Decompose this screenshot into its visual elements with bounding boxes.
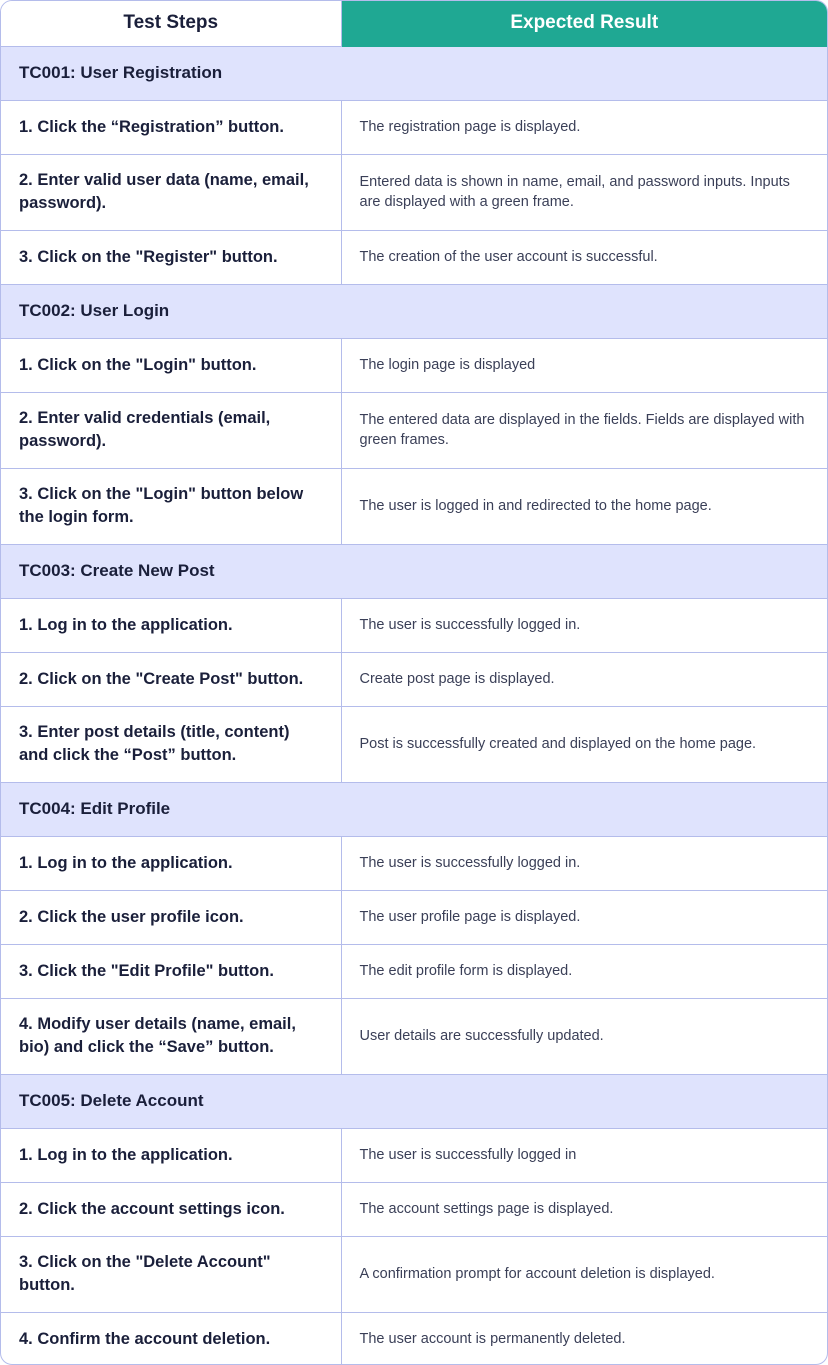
table-header-row [1,1,827,46]
table-row [1,944,827,998]
result-cell: A confirmation prompt for account deletion is displayed. [341,1236,827,1312]
table-row [1,598,827,652]
table-row [1,100,827,154]
table-row [1,392,827,468]
section-title: TC003: Create New Post [1,544,827,598]
step-cell: 3. Click on the "Register" button. [1,230,341,284]
step-cell: 1. Log in to the application. [1,836,341,890]
result-cell: The user is successfully logged in. [341,598,827,652]
section-title: TC002: User Login [1,284,827,338]
table-row [1,1236,827,1312]
section-title: TC001: User Registration [1,46,827,100]
step-cell: 3. Enter post details (title, content) and click the “Post” button. [1,706,341,782]
step-cell: 4. Modify user details (name, email, bio) and click the “Save” button. [1,998,341,1074]
step-cell: 4. Confirm the account deletion. [1,1312,341,1365]
step-cell: 2. Click on the "Create Post" button. [1,652,341,706]
step-cell: 2. Click the account settings icon. [1,1182,341,1236]
step-cell: 1. Click the “Registration” button. [1,100,341,154]
table-row [1,1312,827,1365]
section-title: TC004: Edit Profile [1,782,827,836]
result-cell: The registration page is displayed. [341,100,827,154]
section-row-tc003 [1,544,827,598]
table-row [1,1182,827,1236]
table-row [1,998,827,1074]
section-row-tc004 [1,782,827,836]
result-cell: Entered data is shown in name, email, and password inputs. Inputs are displayed with a green frame. [341,154,827,230]
step-cell: 3. Click on the "Login" button below the login form. [1,468,341,544]
result-cell: User details are successfully updated. [341,998,827,1074]
result-cell: The user account is permanently deleted. [359,1331,626,1348]
result-cell: The user profile page is displayed. [341,890,827,944]
result-cell: The edit profile form is displayed. [341,944,827,998]
table-row [1,890,827,944]
result-cell: The user is logged in and redirected to the home page. [341,468,827,544]
table-row [1,1128,827,1182]
section-title: TC005: Delete Account [1,1074,827,1128]
step-cell: 2. Enter valid user data (name, email, password). [1,154,341,230]
header-expected-result: Expected Result [341,1,827,46]
table-row [1,706,827,782]
result-cell: The entered data are displayed in the fields. Fields are displayed with green frames. [341,392,827,468]
step-cell: 1. Log in to the application. [1,1128,341,1182]
table-row [1,652,827,706]
step-cell: 2. Enter valid credentials (email, password). [1,392,341,468]
step-cell: 3. Click on the "Delete Account" button. [1,1236,341,1312]
result-cell: Post is successfully created and displayed on the home page. [341,706,827,782]
step-cell: 1. Log in to the application. [1,598,341,652]
result-cell: The user is successfully logged in [341,1128,827,1182]
table-row [1,468,827,544]
header-test-steps: Test Steps [1,1,341,46]
table-row [1,230,827,284]
result-cell: The creation of the user account is successful. [341,230,827,284]
result-cell: Create post page is displayed. [341,652,827,706]
result-cell: The user is successfully logged in. [341,836,827,890]
section-row-tc001 [1,46,827,100]
section-row-tc005 [1,1074,827,1128]
table-row [1,338,827,392]
table-row [1,836,827,890]
step-cell: 1. Click on the "Login" button. [1,338,341,392]
step-cell: 3. Click the "Edit Profile" button. [1,944,341,998]
result-cell: The login page is displayed [341,338,827,392]
table-row [1,154,827,230]
section-row-tc002 [1,284,827,338]
test-case-table [1,1,827,1365]
step-cell: 2. Click the user profile icon. [1,890,341,944]
result-cell: The account settings page is displayed. [341,1182,827,1236]
